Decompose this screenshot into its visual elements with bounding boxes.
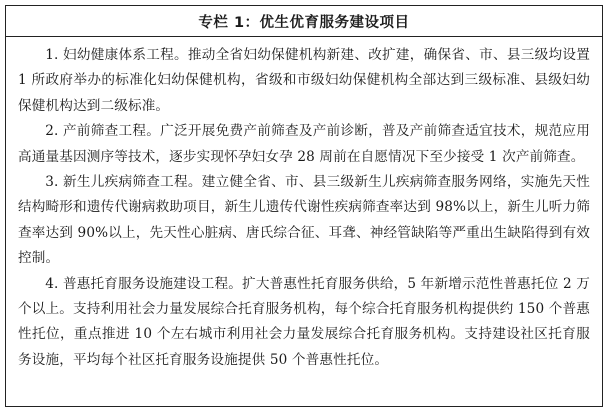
box-title: 专栏 1：优生优育服务建设项目 (6, 6, 602, 37)
column-box (5, 5, 603, 407)
item-newborn-screening: 3. 新生儿疾病筛查工程。建立健全省、市、县三级新生儿疾病筛查服务网络，实施先天性结构畸形和遗传代谢病救助项目，新生儿遗传代谢性疾病筛查率达到 98%以上，新生儿听力筛查率达到 90%以上，先天性心脏病、唐氏综合征、耳聋、神经管缺陷等严重出生缺陷得到有效控制。 (18, 174, 590, 267)
item-maternal-child-health: 1. 妇幼健康体系工程。推动全省妇幼保健机构新建、改扩建，确保省、市、县三级均设置 1 所政府举办的标准化妇幼保健机构，省级和市级妇幼保健机构全部达到三级标准、县级妇幼保健机构达到二级标准。 (18, 47, 590, 114)
item-childcare-facilities: 4. 普惠托育服务设施建设工程。扩大普惠性托育服务供给，5 年新增示范性普惠托位 2 万个以上。支持利用社会力量发展综合托育服务机构，每个综合托育服务机构提供约 150 个普惠性托位，重点推进 10 个左右城市利用社会力量发展综合托育服务机构。支持建设社区托育服务设施，平均每个社区托育服务设施提供 50 个普惠性托位。 (18, 275, 590, 368)
item-prenatal-screening: 2. 产前筛查工程。广泛开展免费产前筛查及产前诊断，普及产前筛查适宜技术，规范应用高通量基因测序等技术，逐步实现怀孕妇女孕 28 周前在自愿情况下至少接受 1 次产前筛查。 (18, 123, 590, 165)
box-content (6, 37, 602, 373)
